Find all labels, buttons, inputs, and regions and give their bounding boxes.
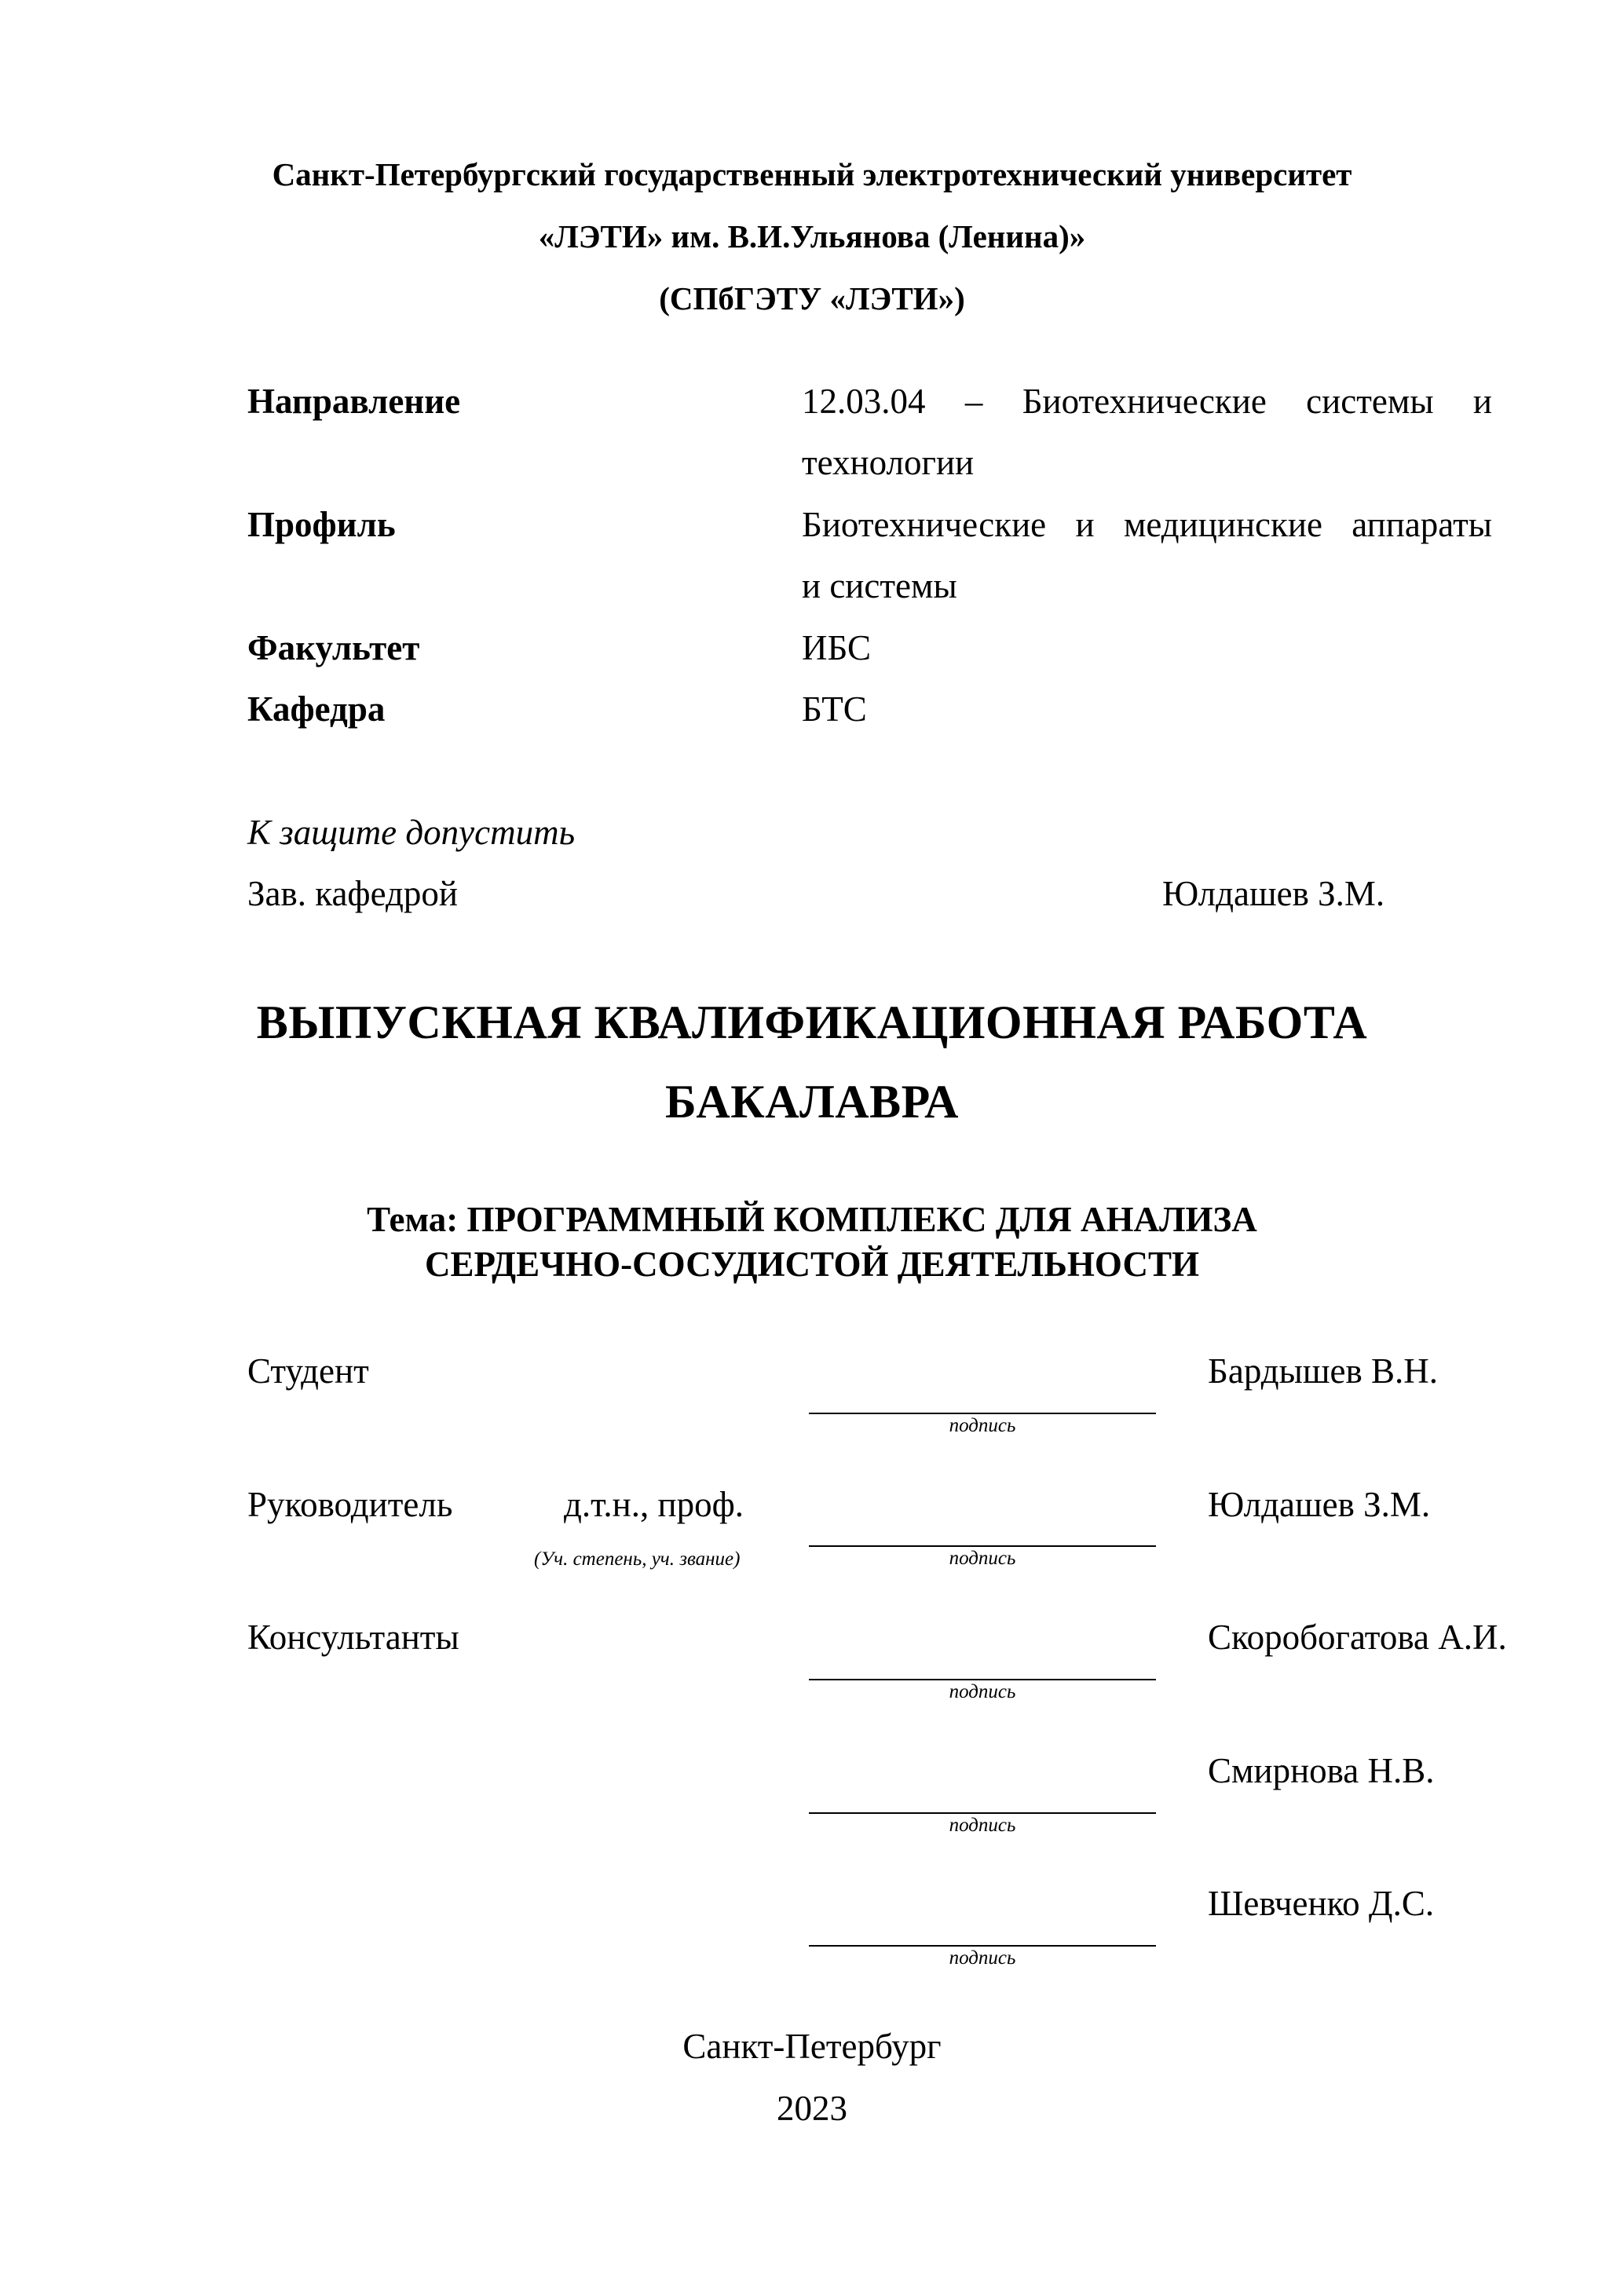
student-name: Бардышев В.Н. xyxy=(1208,1351,1438,1391)
supervisor-signature-line xyxy=(809,1545,1156,1547)
department-value: БТС xyxy=(802,689,867,729)
document-title: ВЫПУСКНАЯ КВАЛИФИКАЦИОННАЯ РАБОТА xyxy=(256,996,1368,1048)
profile-value-continued: и системы xyxy=(802,566,957,605)
student-signature-line xyxy=(809,1413,1156,1414)
supervisor-signature-caption: подпись xyxy=(949,1548,1016,1569)
head-of-department-label: Зав. кафедрой xyxy=(247,874,458,913)
consultant-1-name: Скоробогатова А.И. xyxy=(1208,1618,1507,1657)
student-label: Студент xyxy=(247,1351,369,1391)
consultant-1-signature-caption: подпись xyxy=(949,1681,1016,1702)
university-full-name: «ЛЭТИ» им. В.И.Ульянова (Ленина)» xyxy=(538,218,1086,254)
direction-value-continued: технологии xyxy=(802,443,975,482)
faculty-label: Факультет xyxy=(247,628,420,667)
supervisor-label: Руководитель xyxy=(247,1485,453,1524)
thesis-topic-continued: СЕРДЕЧНО-СОСУДИСТОЙ ДЕЯТЕЛЬНОСТИ xyxy=(424,1245,1199,1284)
consultant-2-signature-caption: подпись xyxy=(949,1815,1016,1836)
head-of-department-name: Юлдашев З.М. xyxy=(1162,874,1385,913)
year: 2023 xyxy=(777,2089,847,2128)
document-title-continued: БАКАЛАВРА xyxy=(665,1076,959,1128)
consultant-1-signature-line xyxy=(809,1679,1156,1680)
supervisor-degree: д.т.н., проф. xyxy=(564,1485,744,1524)
supervisor-degree-caption: (Уч. степень, уч. звание) xyxy=(534,1548,741,1570)
consultant-2-name: Смирнова Н.В. xyxy=(1208,1751,1435,1790)
thesis-topic: Тема: ПРОГРАММНЫЙ КОМПЛЕКС ДЛЯ АНАЛИЗА xyxy=(367,1200,1257,1239)
department-label: Кафедра xyxy=(247,689,386,729)
profile-value: Биотехнические и медицинские аппараты xyxy=(802,505,1492,544)
direction-value: 12.03.04 – Биотехнические системы и xyxy=(802,382,1492,421)
admission-note: К защите допустить xyxy=(247,813,576,852)
student-signature-caption: подпись xyxy=(949,1415,1016,1436)
university-name: Санкт-Петербургский государственный электротехнический университет xyxy=(272,156,1352,192)
profile-label: Профиль xyxy=(247,505,396,544)
supervisor-name: Юлдашев З.М. xyxy=(1208,1485,1431,1524)
university-abbreviation: (СПбГЭТУ «ЛЭТИ») xyxy=(659,280,965,316)
consultant-2-signature-line xyxy=(809,1812,1156,1814)
consultant-3-signature-caption: подпись xyxy=(949,1947,1016,1969)
consultants-label: Консультанты xyxy=(247,1618,459,1657)
consultant-3-name: Шевченко Д.С. xyxy=(1208,1884,1435,1923)
consultant-3-signature-line xyxy=(809,1945,1156,1947)
city: Санкт-Петербург xyxy=(682,2027,942,2066)
faculty-value: ИБС xyxy=(802,628,872,667)
direction-label: Направление xyxy=(247,382,461,421)
